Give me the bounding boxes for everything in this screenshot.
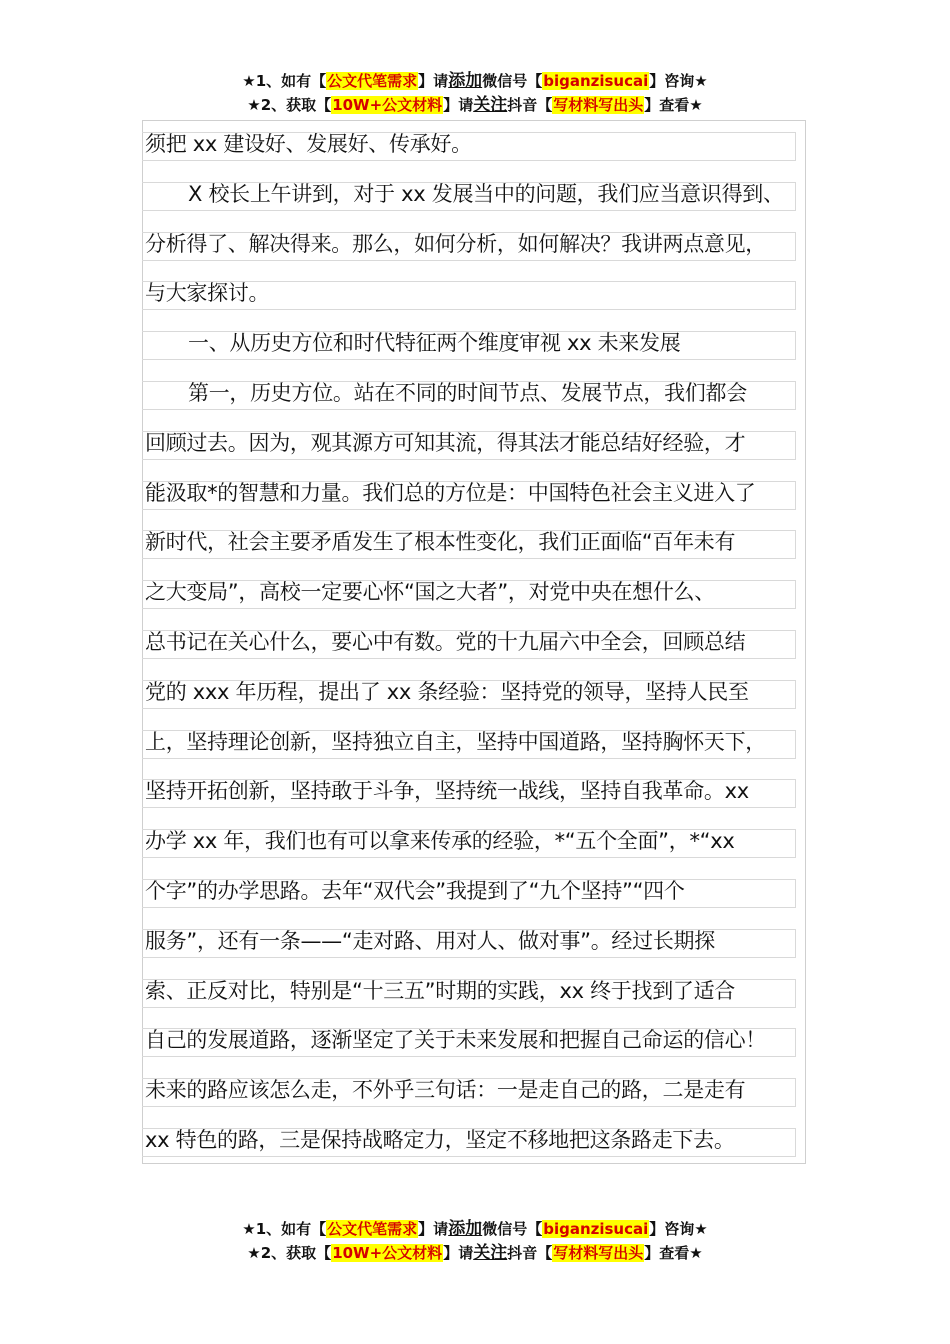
text-line: 索、正反对比，特别是“十三五”时期的实践，xx 终于找到了适合 bbox=[145, 967, 825, 1017]
promo-text: ★2、获取【 bbox=[247, 1244, 332, 1262]
promo-highlight: 10W+公文材料 bbox=[332, 1244, 443, 1262]
promo-text: 】查看★ bbox=[644, 1244, 703, 1262]
promo-text: 抖音【 bbox=[507, 1244, 553, 1262]
promo-text: 】请 bbox=[418, 72, 449, 90]
text-line: 自己的发展道路，逐渐坚定了关于未来发展和把握自己命运的信心！ bbox=[145, 1016, 825, 1066]
text-line: 总书记在关心什么，要心中有数。党的十九届六中全会，回顾总结 bbox=[145, 618, 825, 668]
promo-text: ★1、如有【 bbox=[242, 1220, 327, 1238]
text-line: 之大变局”，高校一定要心怀“国之大者”，对党中央在想什么、 bbox=[145, 568, 825, 618]
promo-text: 】请 bbox=[418, 1220, 449, 1238]
text-line: 能汲取*的智慧和力量。我们总的方位是：中国特色社会主义进入了 bbox=[145, 469, 825, 519]
paragraph-start: X 校长上午讲到，对于 xx 发展当中的问题，我们应当意识得到、 bbox=[145, 170, 825, 220]
text-line: 办学 xx 年，我们也有可以拿来传承的经验，*“五个全面”，*“xx bbox=[145, 817, 825, 867]
promo-text: 微信号【 bbox=[482, 72, 543, 90]
document-body bbox=[145, 120, 825, 1166]
promo-underline: 添加 bbox=[448, 1219, 483, 1239]
text-line: 服务”，还有一条——“走对路、用对人、做对事”。经过长期探 bbox=[145, 917, 825, 967]
promo-highlight: 写材料写出头 bbox=[553, 96, 644, 114]
text-line: 新时代，社会主要矛盾发生了根本性变化，我们正面临“百年未有 bbox=[145, 518, 825, 568]
promo-highlight: 写材料写出头 bbox=[553, 1244, 644, 1262]
promo-line-1 bbox=[0, 69, 950, 93]
text-line: 党的 xxx 年历程，提出了 xx 条经验：坚持党的领导，坚持人民至 bbox=[145, 668, 825, 718]
text-line: 坚持开拓创新，坚持敢于斗争，坚持统一战线，坚持自我革命。xx bbox=[145, 767, 825, 817]
promo-highlight: 公文代笔需求 bbox=[327, 72, 418, 90]
promo-text: 】咨询★ bbox=[649, 1220, 708, 1238]
promo-wechat-id: biganzisucai bbox=[543, 1220, 649, 1238]
top-promo-banner bbox=[0, 69, 950, 117]
section-heading: 一、从历史方位和时代特征两个维度审视 xx 未来发展 bbox=[145, 319, 825, 369]
text-line: 回顾过去。因为，观其源方可知其流，得其法才能总结好经验，才 bbox=[145, 419, 825, 469]
text-line: 上，坚持理论创新，坚持独立自主，坚持中国道路，坚持胸怀天下， bbox=[145, 718, 825, 768]
promo-text: 】咨询★ bbox=[649, 72, 708, 90]
text-line: xx 特色的路，三是保持战略定力，坚定不移地把这条路走下去。 bbox=[145, 1116, 825, 1166]
text-line: 分析得了、解决得来。那么，如何分析，如何解决？我讲两点意见， bbox=[145, 220, 825, 270]
promo-text: ★2、获取【 bbox=[247, 96, 332, 114]
promo-line-2 bbox=[0, 93, 950, 117]
promo-text: 】请 bbox=[443, 96, 474, 114]
promo-wechat-id: biganzisucai bbox=[543, 72, 649, 90]
bottom-promo-banner bbox=[0, 1217, 950, 1265]
promo-text: 】查看★ bbox=[644, 96, 703, 114]
text-line: 须把 xx 建设好、发展好、传承好。 bbox=[145, 120, 825, 170]
promo-line-1 bbox=[0, 1217, 950, 1241]
promo-text: 抖音【 bbox=[507, 96, 553, 114]
promo-underline: 关注 bbox=[473, 1243, 508, 1263]
text-line: 个字”的办学思路。去年“双代会”我提到了“九个坚持”“四个 bbox=[145, 867, 825, 917]
promo-line-2 bbox=[0, 1241, 950, 1265]
paragraph-start: 第一，历史方位。站在不同的时间节点、发展节点，我们都会 bbox=[145, 369, 825, 419]
promo-highlight: 10W+公文材料 bbox=[332, 96, 443, 114]
text-line: 与大家探讨。 bbox=[145, 269, 825, 319]
promo-highlight: 公文代笔需求 bbox=[327, 1220, 418, 1238]
promo-text: 】请 bbox=[443, 1244, 474, 1262]
promo-text: 微信号【 bbox=[482, 1220, 543, 1238]
text-line: 未来的路应该怎么走，不外乎三句话：一是走自己的路，二是走有 bbox=[145, 1066, 825, 1116]
promo-underline: 关注 bbox=[473, 95, 508, 115]
promo-text: ★1、如有【 bbox=[242, 72, 327, 90]
promo-underline: 添加 bbox=[448, 71, 483, 91]
